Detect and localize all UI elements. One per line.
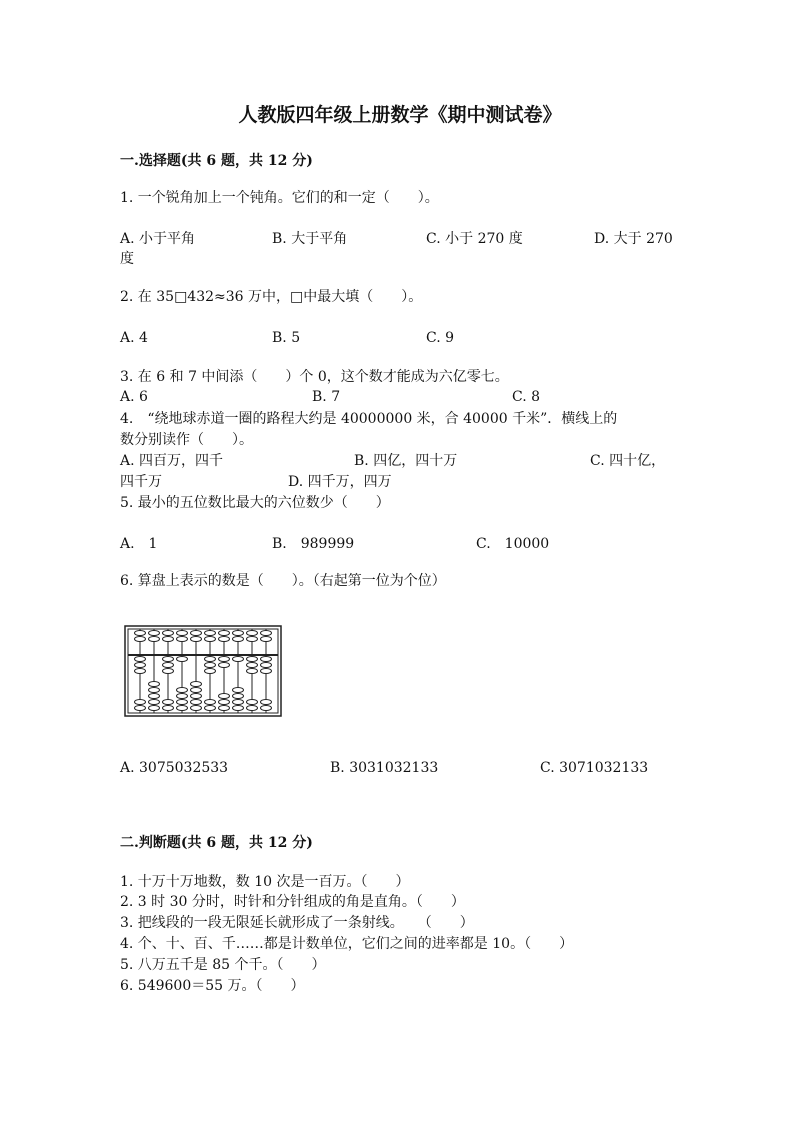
abacus-lower-bead bbox=[163, 706, 174, 711]
question-4-line2: 数分别读作（ ）。 bbox=[120, 432, 253, 448]
question-5-text: 5. 最小的五位数比最大的六位数少（ ） bbox=[120, 495, 390, 511]
question-6-text: 6. 算盘上表示的数是（ ）。（右起第一位为个位） bbox=[120, 573, 446, 589]
abacus-lower-bead bbox=[233, 700, 244, 705]
q1-option-d: D. 大于 270 bbox=[594, 231, 673, 247]
q4-option-b: B. 四亿，四十万 bbox=[354, 453, 458, 469]
judgment-item-1: 1. 十万十万地数，数 10 次是一百万。（ ） bbox=[120, 874, 410, 890]
abacus-lower-bead bbox=[247, 657, 258, 662]
judgment-item-5: 5. 八万五千是 85 个千。（ ） bbox=[120, 957, 326, 973]
abacus-lower-bead bbox=[233, 694, 244, 699]
abacus-lower-bead bbox=[219, 700, 230, 705]
abacus-lower-bead bbox=[247, 663, 258, 668]
question-1-text: 1. 一个锐角加上一个钝角。它们的和一定（ ）。 bbox=[120, 190, 439, 206]
abacus-upper-bead bbox=[177, 637, 188, 642]
abacus-upper-bead bbox=[205, 631, 216, 636]
question-4-text: 4. “绕地球赤道一圈的路程大约是 40000000 米，合 40000 千米”．横线上的 bbox=[120, 411, 618, 427]
abacus-upper-bead bbox=[177, 631, 188, 636]
abacus-lower-bead bbox=[205, 706, 216, 711]
abacus-upper-bead bbox=[163, 637, 174, 642]
abacus-upper-bead bbox=[163, 631, 174, 636]
q3-option-c: C. 8 bbox=[512, 389, 541, 405]
q6-option-a: A. 3075032533 bbox=[120, 760, 229, 776]
section2-heading: 二.判断题(共 6 题，共 12 分) bbox=[120, 835, 313, 851]
section1-heading: 一.选择题(共 6 题，共 12 分) bbox=[120, 153, 313, 169]
q3-option-b: B. 7 bbox=[312, 389, 341, 405]
abacus-upper-bead bbox=[247, 631, 258, 636]
q2-option-b: B. 5 bbox=[272, 330, 301, 346]
abacus-upper-bead bbox=[261, 637, 272, 642]
abacus-lower-bead bbox=[149, 694, 160, 699]
abacus-upper-bead bbox=[191, 637, 202, 642]
abacus-lower-bead bbox=[163, 663, 174, 668]
abacus-lower-bead bbox=[247, 669, 258, 674]
abacus-lower-bead bbox=[261, 657, 272, 662]
abacus-lower-bead bbox=[135, 706, 146, 711]
abacus-upper-bead bbox=[191, 631, 202, 636]
abacus-lower-bead bbox=[205, 663, 216, 668]
abacus-lower-bead bbox=[261, 700, 272, 705]
abacus-lower-bead bbox=[149, 706, 160, 711]
abacus-upper-bead bbox=[233, 631, 244, 636]
abacus-lower-bead bbox=[149, 682, 160, 687]
abacus-upper-bead bbox=[261, 631, 272, 636]
q2-option-c: C. 9 bbox=[426, 330, 455, 346]
q3-option-a: A. 6 bbox=[120, 389, 148, 405]
q5-option-c: C. 10000 bbox=[476, 536, 550, 552]
abacus-lower-bead bbox=[233, 706, 244, 711]
abacus-upper-bead bbox=[135, 637, 146, 642]
abacus-lower-bead bbox=[177, 706, 188, 711]
abacus-lower-bead bbox=[177, 657, 188, 662]
abacus-upper-bead bbox=[247, 637, 258, 642]
q1-option-a: A. 小于平角 bbox=[120, 231, 196, 247]
judgment-item-3: 3. 把线段的一段无限延长就形成了一条射线。 （ ） bbox=[120, 915, 474, 931]
abacus-lower-bead bbox=[191, 700, 202, 705]
abacus-lower-bead bbox=[247, 700, 258, 705]
abacus-lower-bead bbox=[233, 688, 244, 693]
abacus-lower-bead bbox=[149, 700, 160, 705]
abacus-lower-bead bbox=[163, 669, 174, 674]
abacus-upper-bead bbox=[135, 631, 146, 636]
abacus-figure bbox=[124, 625, 282, 717]
q1-option-d-wrap: 度 bbox=[120, 251, 134, 267]
abacus-upper-bead bbox=[219, 637, 230, 642]
abacus-lower-bead bbox=[191, 688, 202, 693]
abacus-lower-bead bbox=[261, 669, 272, 674]
judgment-item-4: 4. 个、十、百、千……都是计数单位，它们之间的进率都是 10。（ ） bbox=[120, 936, 574, 952]
abacus-lower-bead bbox=[135, 700, 146, 705]
q4-option-d: D. 四千万，四万 bbox=[288, 474, 392, 490]
abacus-lower-bead bbox=[247, 706, 258, 711]
q5-option-a: A. 1 bbox=[120, 536, 158, 552]
abacus-lower-bead bbox=[191, 694, 202, 699]
abacus-lower-bead bbox=[177, 694, 188, 699]
q1-option-c: C. 小于 270 度 bbox=[426, 231, 523, 247]
judgment-item-6: 6. 549600＝55 万。（ ） bbox=[120, 978, 305, 994]
abacus-lower-bead bbox=[219, 657, 230, 662]
abacus-lower-bead bbox=[191, 682, 202, 687]
abacus-upper-bead bbox=[233, 637, 244, 642]
question-3-text: 3. 在 6 和 7 中间添（ ）个 0，这个数才能成为六亿零七。 bbox=[120, 369, 509, 385]
q5-option-b: B. 989999 bbox=[272, 536, 355, 552]
abacus-upper-bead bbox=[149, 631, 160, 636]
abacus-lower-bead bbox=[261, 706, 272, 711]
abacus-lower-bead bbox=[191, 706, 202, 711]
q4-option-a: A. 四百万，四千 bbox=[120, 453, 224, 469]
q4-option-c: C. 四十亿， bbox=[590, 453, 666, 469]
abacus-lower-bead bbox=[205, 700, 216, 705]
abacus-lower-bead bbox=[135, 663, 146, 668]
q6-option-c: C. 3071032133 bbox=[540, 760, 649, 776]
q2-option-a: A. 4 bbox=[120, 330, 148, 346]
abacus-lower-bead bbox=[135, 669, 146, 674]
q4-option-c-wrap: 四千万 bbox=[120, 474, 162, 490]
abacus-upper-bead bbox=[219, 631, 230, 636]
abacus-lower-bead bbox=[261, 663, 272, 668]
judgment-item-2: 2. 3 时 30 分时，时针和分针组成的角是直角。（ ） bbox=[120, 894, 465, 910]
q1-option-b: B. 大于平角 bbox=[272, 231, 348, 247]
abacus-lower-bead bbox=[163, 657, 174, 662]
abacus-lower-bead bbox=[149, 688, 160, 693]
abacus-lower-bead bbox=[205, 657, 216, 662]
abacus-lower-bead bbox=[219, 694, 230, 699]
abacus-lower-bead bbox=[177, 688, 188, 693]
abacus-lower-bead bbox=[233, 657, 244, 662]
abacus-lower-bead bbox=[219, 706, 230, 711]
abacus-lower-bead bbox=[205, 669, 216, 674]
abacus-lower-bead bbox=[135, 657, 146, 662]
page-title: 人教版四年级上册数学《期中测试卷》 bbox=[238, 104, 562, 126]
abacus-lower-bead bbox=[163, 700, 174, 705]
abacus-lower-bead bbox=[177, 700, 188, 705]
q6-option-b: B. 3031032133 bbox=[330, 760, 439, 776]
abacus-lower-bead bbox=[219, 663, 230, 668]
abacus-upper-bead bbox=[149, 637, 160, 642]
abacus-upper-bead bbox=[205, 637, 216, 642]
question-2-text: 2. 在 35□432≈36 万中，□中最大填（ ）。 bbox=[120, 289, 423, 305]
